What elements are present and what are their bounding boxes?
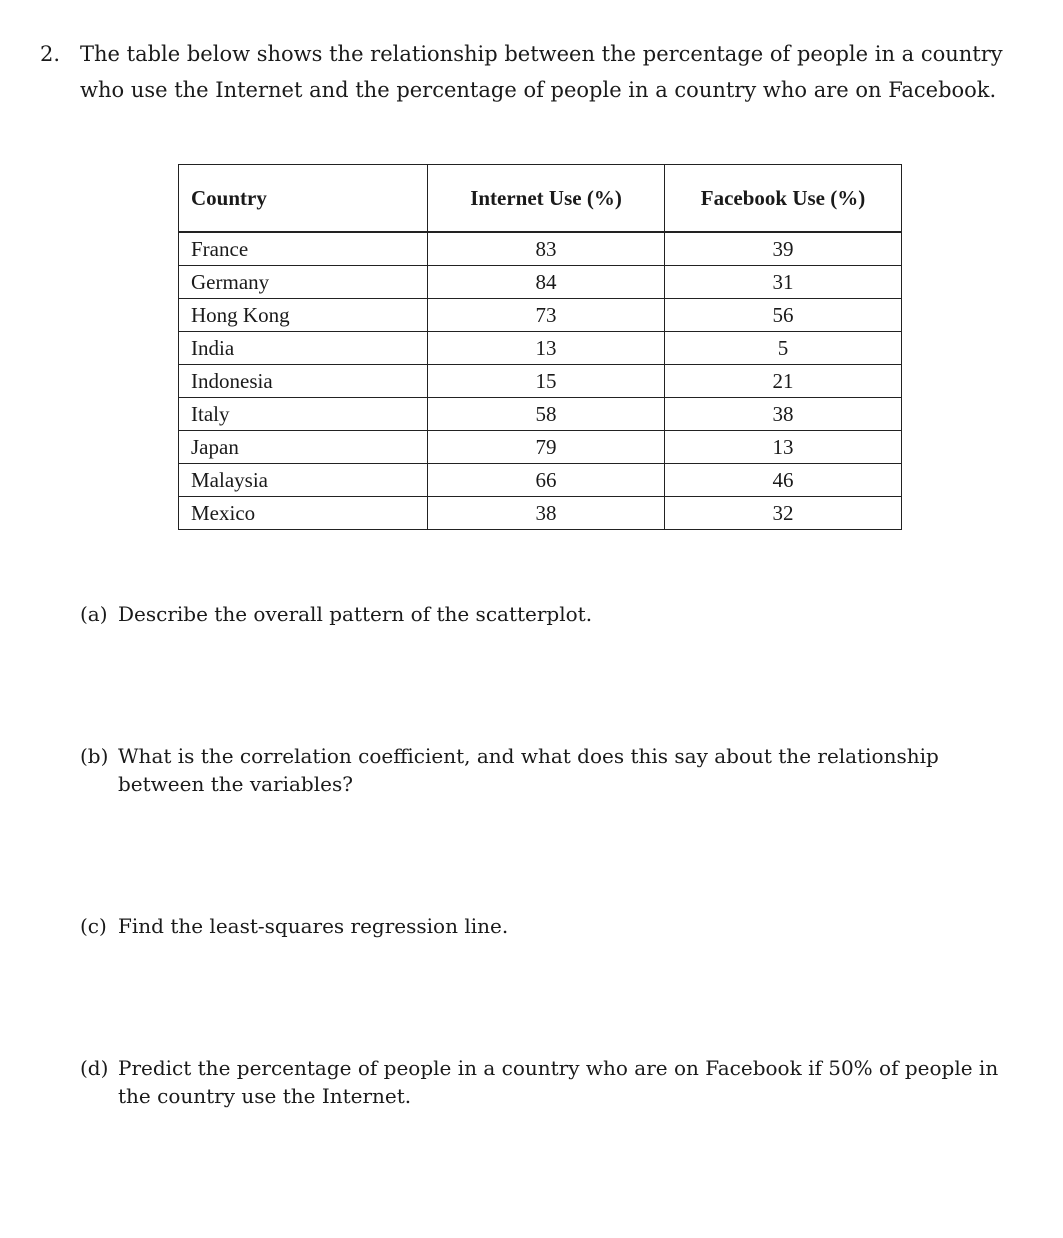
header-facebook-use: Facebook Use (%) <box>665 165 902 233</box>
cell-facebook: 13 <box>665 431 902 464</box>
cell-country: Malaysia <box>179 464 428 497</box>
cell-internet: 83 <box>428 232 665 266</box>
table-row <box>179 497 902 530</box>
part-c-label: (c) <box>80 914 107 938</box>
table-row <box>179 232 902 266</box>
table-row <box>179 299 902 332</box>
cell-internet: 15 <box>428 365 665 398</box>
part-b-label: (b) <box>80 744 109 768</box>
header-internet-use: Internet Use (%) <box>428 165 665 233</box>
cell-facebook: 32 <box>665 497 902 530</box>
table-row <box>179 332 902 365</box>
table-header-row <box>179 165 902 233</box>
header-country: Country <box>179 165 428 233</box>
cell-internet: 66 <box>428 464 665 497</box>
table-row <box>179 365 902 398</box>
cell-facebook: 21 <box>665 365 902 398</box>
cell-internet: 58 <box>428 398 665 431</box>
part-c <box>80 912 1030 940</box>
cell-country: Hong Kong <box>179 299 428 332</box>
part-a-label: (a) <box>80 602 108 626</box>
cell-country: Japan <box>179 431 428 464</box>
cell-country: Germany <box>179 266 428 299</box>
cell-facebook: 46 <box>665 464 902 497</box>
question-text: The table below shows the relationship between the percentage of people in a country who use the Internet and the percentage of people in a country who are on Facebook. <box>80 42 1003 102</box>
cell-internet: 84 <box>428 266 665 299</box>
cell-country: Indonesia <box>179 365 428 398</box>
part-d-label: (d) <box>80 1056 109 1080</box>
cell-country: Mexico <box>179 497 428 530</box>
part-a <box>80 600 1030 628</box>
cell-country: India <box>179 332 428 365</box>
cell-facebook: 31 <box>665 266 902 299</box>
cell-internet: 73 <box>428 299 665 332</box>
data-table <box>178 164 902 530</box>
part-c-text: Find the least-squares regression line. <box>118 914 509 938</box>
table-row <box>179 431 902 464</box>
table-row <box>179 266 902 299</box>
cell-internet: 79 <box>428 431 665 464</box>
question-2 <box>40 36 1030 108</box>
cell-facebook: 5 <box>665 332 902 365</box>
table-row <box>179 398 902 431</box>
cell-facebook: 39 <box>665 232 902 266</box>
cell-internet: 38 <box>428 497 665 530</box>
table-row <box>179 464 902 497</box>
cell-internet: 13 <box>428 332 665 365</box>
cell-facebook: 38 <box>665 398 902 431</box>
part-d <box>80 1054 1030 1110</box>
question-number: 2. <box>40 42 61 66</box>
cell-country: Italy <box>179 398 428 431</box>
part-b <box>80 742 1030 798</box>
cell-country: France <box>179 232 428 266</box>
part-b-text: What is the correlation coefficient, and what does this say about the relationship between the variables? <box>118 744 939 796</box>
part-a-text: Describe the overall pattern of the scatterplot. <box>118 602 593 626</box>
part-d-text: Predict the percentage of people in a country who are on Facebook if 50% of people in the country use the Internet. <box>118 1056 999 1108</box>
cell-facebook: 56 <box>665 299 902 332</box>
